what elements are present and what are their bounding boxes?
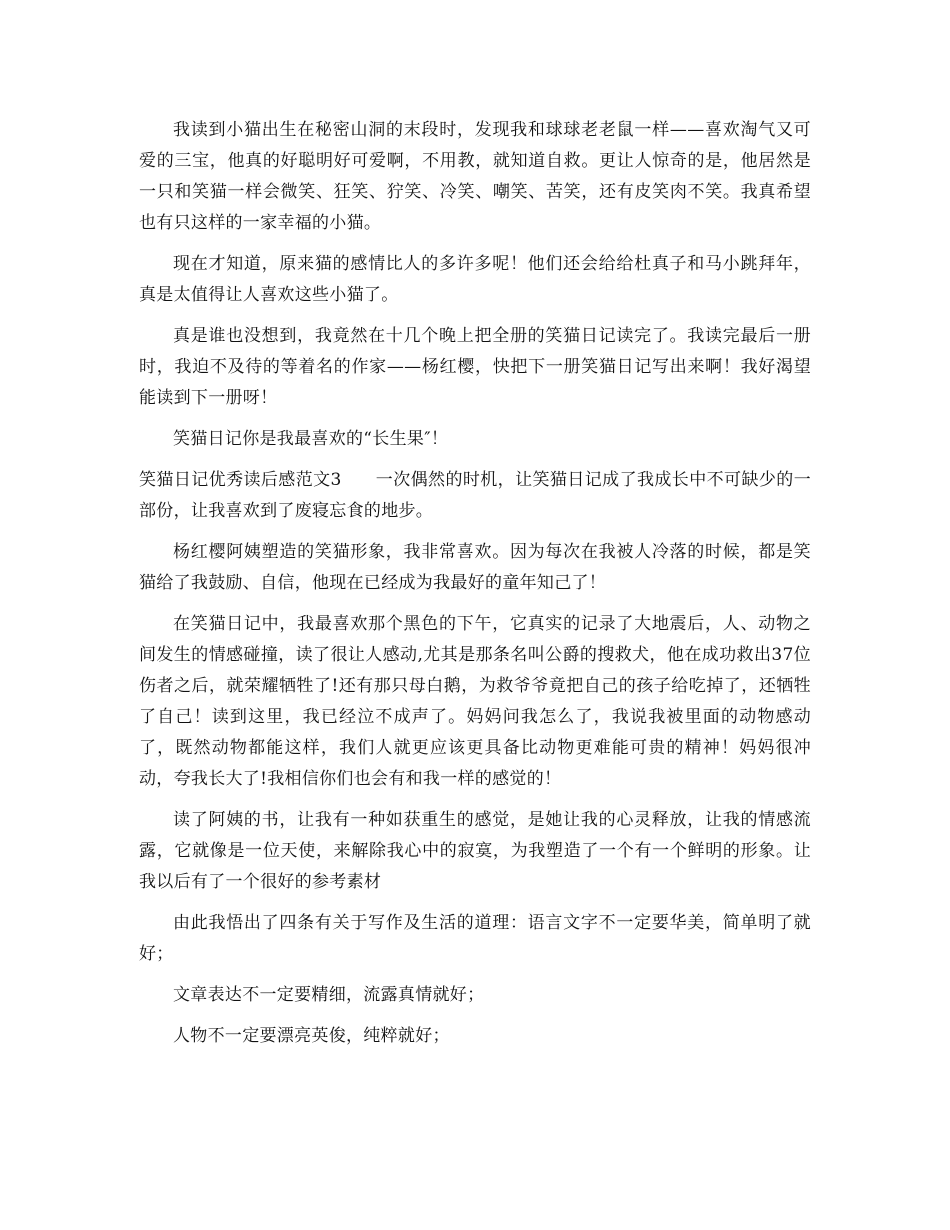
- section-title: 笑猫日记优秀读后感范文3: [139, 470, 342, 490]
- paragraph-6: 杨红樱阿姨塑造的笑猫形象，我非常喜欢。因为每次在我被人冷落的时候，都是笑猫给了我鼓励、自信，他现在已经成为我最好的童年知己了！: [139, 542, 811, 593]
- paragraph-3: 真是谁也没想到，我竟然在十几个晚上把全册的笑猫日记读完了。我读完最后一册时，我迫不及待的等着名的作家——杨红樱，快把下一册笑猫日记写出来啊！我好渴望能读到下一册呀！: [139, 326, 811, 408]
- paragraph-4: 笑猫日记你是我最喜欢的“长生果″！: [173, 429, 449, 449]
- document-body: [139, 115, 811, 1062]
- paragraph-9: 由此我悟出了四条有关于写作及生活的道理：语言文字不一定要华美，简单明了就好；: [139, 913, 811, 964]
- paragraph-7: 在笑猫日记中，我最喜欢那个黑色的下午，它真实的记录了大地震后，人、动物之间发生的情感碰撞，读了很让人感动,尤其是那条名叫公爵的搜救犬，他在成功救出37位伤者之后，就荣耀牺牲了!还有那只母白鹅，为救爷爷竟把自己的孩子给吃掉了，还牺牲了自己！读到这里，我已经泣不成声了。妈妈问我怎么了，我说我被里面的动物感动了，既然动物都能这样，我们人就更应该更具备比动物更难能可贵的精神！妈妈很冲动，夸我长大了!我相信你们也会有和我一样的感觉的！: [139, 614, 811, 789]
- section-first-text: 一次偶然的时机，让笑猫日记成了我成长中不可缺少的一部份，让我喜欢到了废寝忘食的地步。: [139, 470, 812, 521]
- paragraph-8: 读了阿姨的书，让我有一种如获重生的感觉，是她让我的心灵释放，让我的情感流露，它就像是一位天使，来解除我心中的寂寞，为我塑造了一个有一个鲜明的形象。让我以后有了一个很好的参考素材: [139, 810, 811, 892]
- paragraph-11: 人物不一定要漂亮英俊，纯粹就好；: [173, 1026, 450, 1046]
- paragraph-2: 现在才知道，原来猫的感情比人的多许多呢！他们还会给给杜真子和马小跳拜年，真是太值得让人喜欢这些小猫了。: [139, 254, 811, 305]
- paragraph-10: 文章表达不一定要精细，流露真情就好；: [173, 985, 485, 1005]
- paragraph-1: 我读到小猫出生在秘密山洞的末段时，发现我和球球老老鼠一样——喜欢淘气又可爱的三宝，他真的好聪明好可爱啊，不用教，就知道自救。更让人惊奇的是，他居然是一只和笑猫一样会微笑、狂笑、狞笑、冷笑、嘲笑、苦笑，还有皮笑肉不笑。我真希望也有只这样的一家幸福的小猫。: [139, 120, 811, 233]
- section-start-paragraph: [139, 465, 811, 527]
